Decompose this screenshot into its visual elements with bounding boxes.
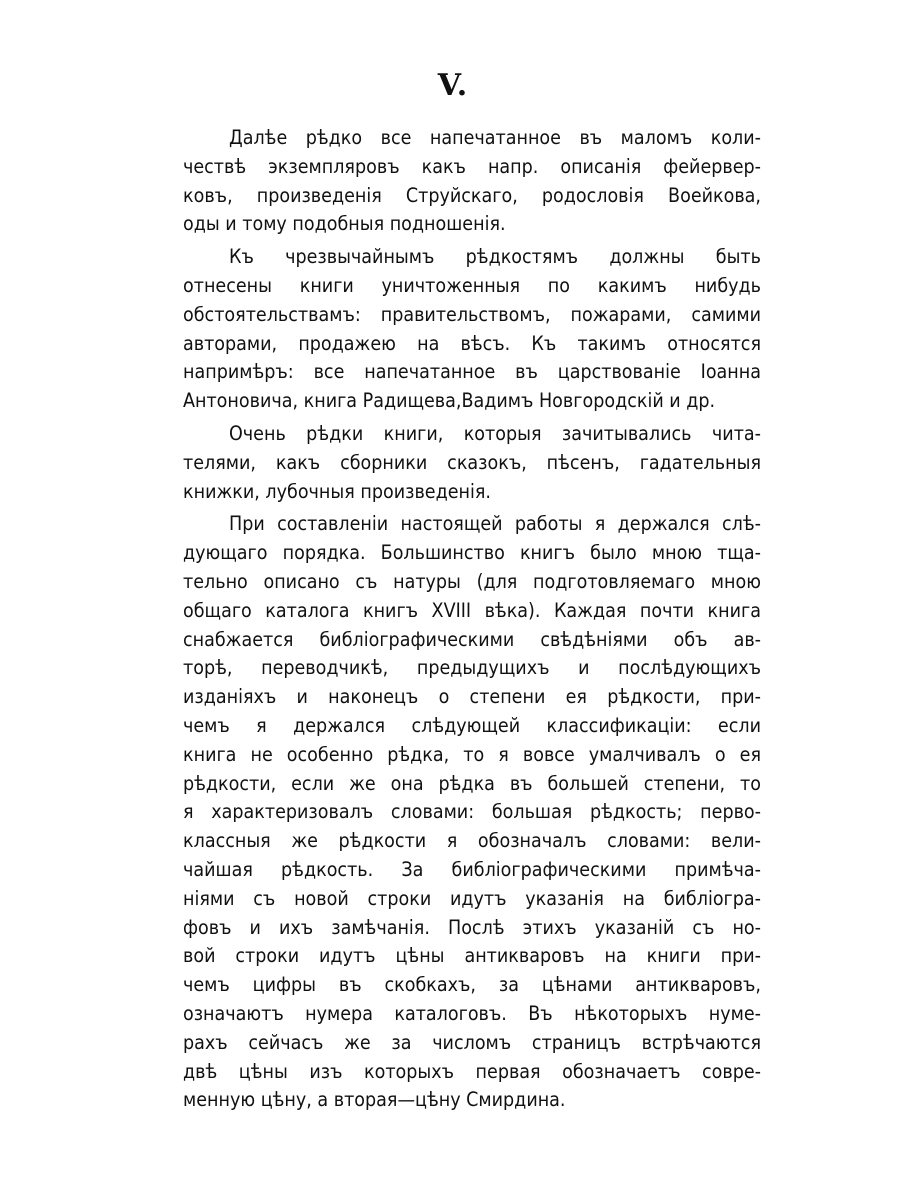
body-text — [183, 124, 761, 1115]
text-line: классныя же рѣдкости я обозначалъ словами: вели- — [183, 829, 761, 853]
text-line: авторами, продажею на вѣсъ. Къ такимъ относятся — [183, 331, 761, 355]
text-line: отнесены книги уничтоженныя по какимъ нибудь — [183, 273, 761, 297]
text-line: обстоятельствамъ: правительствомъ, пожарами, самими — [183, 302, 761, 326]
text-line: чайшая рѣдкость. За библіографическими примѣча- — [183, 857, 761, 881]
text-line: менную цѣну, а вторая—цѣну Смирдина. — [183, 1088, 566, 1112]
page-number: V. — [437, 68, 469, 103]
text-line: чемъ цифры въ скобкахъ, за цѣнами антикваровъ, — [183, 973, 761, 997]
text-line: ніями съ новой строки идутъ указанія на библіогра- — [183, 886, 761, 910]
text-line: рахъ сейчасъ же за числомъ страницъ встрѣчаются — [183, 1030, 761, 1054]
text-line: дующаго порядка. Большинство книгъ было мною тща- — [183, 541, 761, 565]
text-line: означаютъ нумера каталоговъ. Въ нѣкоторыхъ нуме- — [183, 1001, 761, 1025]
text-line: снабжается библіографическими свѣдѣніями объ ав- — [183, 627, 761, 651]
text-line: общаго каталога книгъ XVIII вѣка). Каждая почти книга — [183, 598, 761, 622]
text-line: книга не особенно рѣдка, то я вовсе умалчивалъ о ея — [183, 742, 761, 766]
text-line: Далѣе рѣдко все напечатанное въ маломъ коли- — [229, 126, 761, 149]
text-line: тельно описано съ натуры (для подготовляемаго мною — [183, 569, 761, 593]
text-line: ковъ, произведенія Струйскаго, родословія Воейкова, — [183, 183, 761, 207]
text-line: фовъ и ихъ замѣчанія. Послѣ этихъ указаній съ но- — [183, 915, 761, 939]
text-line: Очень рѣдки книги, которыя зачитывались чита- — [229, 421, 761, 445]
text-line: двѣ цѣны изъ которыхъ первая обозначаетъ совре- — [183, 1059, 761, 1083]
paragraph-1 — [183, 124, 761, 239]
text-line: чествѣ экземпляровъ какъ напр. описанія фейервер- — [183, 154, 761, 178]
text-line: чемъ я держался слѣдующей классификаціи: если — [183, 713, 761, 737]
text-line: напримѣръ: все напечатанное въ царствованіе Іоанна — [183, 360, 761, 384]
paragraph-4 — [183, 510, 761, 1115]
text-line: торѣ, переводчикѣ, предыдущихъ и послѣдующихъ — [183, 656, 761, 680]
text-line: книжки, лубочныя произведенія. — [183, 479, 491, 503]
paragraph-2 — [183, 243, 761, 416]
text-line: телями, какъ сборники сказокъ, пѣсенъ, гадательныя — [183, 450, 761, 474]
text-line: оды и тому подобныя подношенія. — [183, 212, 506, 236]
text-line: Къ чрезвычайнымъ рѣдкостямъ должны быть — [229, 245, 761, 269]
text-line: изданіяхъ и наконецъ о степени ея рѣдкости, при- — [183, 685, 761, 709]
text-line: рѣдкости, если же она рѣдка въ большей степени, то — [183, 771, 761, 795]
text-line: Антоновича, книга Радищева,Вадимъ Новгородскій и др. — [183, 389, 716, 413]
text-line: При составленіи настоящей работы я держался слѣ- — [229, 512, 761, 536]
text-line: я характеризовалъ словами: большая рѣдкость; перво- — [183, 800, 761, 824]
paragraph-3 — [183, 420, 761, 506]
text-line: вой строки идутъ цѣны антикваровъ на книги при- — [183, 944, 761, 968]
